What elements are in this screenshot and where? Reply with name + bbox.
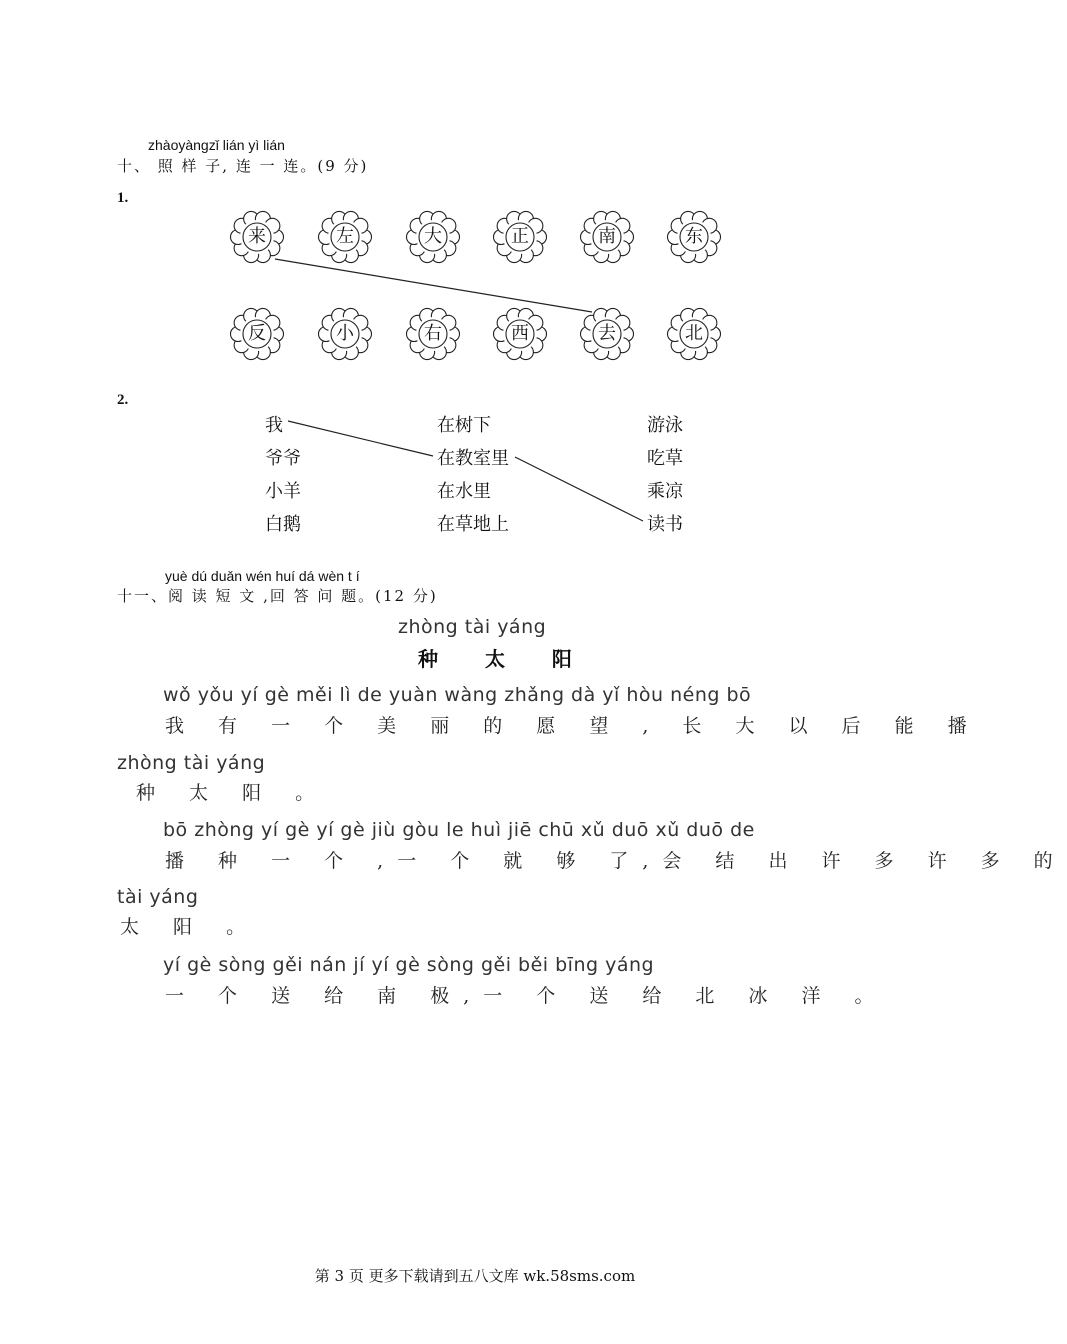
flower-character: 西 <box>511 323 529 344</box>
col-b-item-2: 在水里 <box>437 481 491 502</box>
flower-character: 东 <box>685 226 703 247</box>
example-connector-part2 <box>0 0 950 560</box>
story-title: 种 太 阳 <box>418 647 592 671</box>
page-footer: 第 3 页 更多下载请到五八文库 wk.58sms.com <box>314 1267 636 1285</box>
flower-character: 去 <box>598 323 616 344</box>
flower-character: 来 <box>248 226 266 247</box>
flower-character: 左 <box>336 226 354 247</box>
col-b-item-0: 在树下 <box>437 415 491 436</box>
flower-character: 大 <box>424 226 442 247</box>
col-c-item-0: 游泳 <box>647 415 683 436</box>
flower-character: 右 <box>424 323 442 344</box>
story-line-4-text: 太 阳 。 <box>120 916 260 938</box>
flower-character: 正 <box>511 226 529 247</box>
story-line-1-text: 我 有 一 个 美 丽 的 愿 望 , 长 大 以 后 能 播 <box>165 715 981 737</box>
flower-character: 小 <box>336 323 354 344</box>
col-c-item-1: 吃草 <box>647 448 683 469</box>
q10-title: 十、 照 样 子, 连 一 连。(9 分) <box>117 157 369 175</box>
col-a-item-2: 小羊 <box>265 481 301 502</box>
q11-title-pinyin: yuè dú duǎn wén huí dá wèn t í <box>165 568 360 584</box>
story-title-pinyin: zhòng tài yáng <box>398 616 547 638</box>
flower-character: 北 <box>685 323 703 344</box>
flower-character: 反 <box>248 323 266 344</box>
q10-title-pinyin: zhàoyàngzǐ lián yì lián <box>148 137 285 153</box>
col-a-item-0: 我 <box>265 415 283 436</box>
story-line-5-text: 一 个 送 给 南 极,一 个 送 给 北 冰 洋 。 <box>165 985 888 1007</box>
flower-character: 南 <box>598 226 616 247</box>
story-line-4-pinyin: tài yáng <box>117 886 199 908</box>
col-a-item-3: 白鹅 <box>265 514 301 535</box>
story-line-1-pinyin: wǒ yǒu yí gè měi lì de yuàn wàng zhǎng dà yǐ hòu néng bō <box>163 684 752 706</box>
story-line-2-pinyin: zhòng tài yáng <box>117 752 266 774</box>
story-line-2-text: 种 太 阳 。 <box>136 782 329 804</box>
story-line-5-pinyin: yí gè sòng gěi nán jí yí gè sòng gěi běi bīng yáng <box>163 954 655 976</box>
col-c-item-3: 读书 <box>647 514 683 535</box>
col-b-item-3: 在草地上 <box>437 514 509 535</box>
story-line-3-pinyin: bō zhòng yí gè yí gè jiù gòu le huì jiē chū xǔ duō xǔ duō de <box>163 819 755 841</box>
col-c-item-2: 乘凉 <box>647 481 683 502</box>
col-a-item-1: 爷爷 <box>265 448 301 469</box>
q11-title: 十一、阅 读 短 文 ,回 答 问 题。(12 分) <box>117 587 438 605</box>
q10-part2-number: 2. <box>117 392 129 408</box>
q10-part1-number: 1. <box>117 190 129 206</box>
col-b-item-1: 在教室里 <box>437 448 509 469</box>
story-line-3-text: 播 种 一 个 ,一 个 就 够 了,会 结 出 许 多 许 多 的 <box>165 850 1067 872</box>
